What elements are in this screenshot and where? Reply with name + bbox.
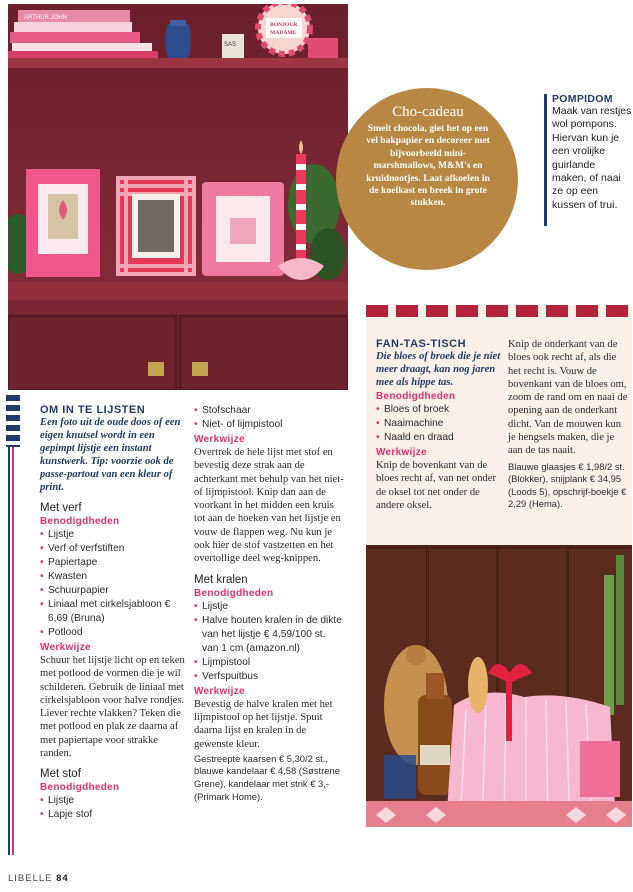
kralen-credits: Gestreepte kaarsen € 5,30/2 st., blauwe kandelaar € 4,58 (Søstrene Grene), kandelaar met strik € 3,- (Primark Home).: [194, 752, 340, 802]
lijsten-col-1: [40, 404, 186, 822]
decor-stripe: [12, 395, 14, 855]
kralen-title: Met kralen: [194, 573, 248, 586]
fantastisch-werkwijze-2: Knip de onderkant van de bloes ook recht af, als die het recht is. Vouw de bovenkant van de bloes om, zoom de rand om en naai de opening aan de onderkant dicht. Van de mouwen kun je hengsels maken, die je aan de tas naait.: [508, 339, 628, 457]
stof-title: Met stof: [40, 768, 81, 781]
list-item: • Potlood: [40, 626, 186, 640]
list-item: • Bloes of broek: [376, 403, 502, 417]
book-spine-text: ARTHUR JOHN: [24, 15, 67, 21]
pompidom-block: [552, 93, 632, 212]
list-item: • Naald en draad: [376, 431, 502, 445]
page-number: 84: [56, 873, 69, 884]
sas-label: SAS: [224, 42, 237, 48]
bonjour-text: BONJOUR: [270, 22, 298, 28]
fantastisch-left: [376, 338, 502, 512]
list-item: • Lijstje: [40, 528, 186, 542]
list-item: • Lijmpistool: [194, 656, 344, 670]
list-item: • Lijstje: [40, 794, 186, 808]
pompidom-bar: [544, 94, 547, 226]
stof-werkwijze: Overtrek de hele lijst met stof en bevestig deze strak aan de achterkant met behulp van het niet- of lijmpistool. Knip dan aan de voorkant in het midden een kruis tot aan de hoeken van het lijstje en vouw de flappen weg. Nu kun je ook hier de stof vastzetten en het overtollige deel weg-knippen.: [194, 447, 344, 565]
stof-list-part-2: [194, 404, 344, 432]
verf-benodigd-label: Benodigdheden: [40, 516, 120, 527]
list-item: • Niet- of lijmpistool: [194, 418, 344, 432]
lijsten-title: OM IN TE LIJSTEN: [40, 404, 146, 416]
choco-title: Cho-cadeau: [392, 104, 464, 120]
shelf-illustration: [8, 4, 348, 390]
list-item: • Papiertape: [40, 556, 186, 570]
fantastisch-right: [508, 338, 628, 511]
fantastisch-werk-label: Werkwijze: [376, 447, 427, 458]
kralen-werk-label: Werkwijze: [194, 685, 245, 697]
list-item: • Verfspuitbus: [194, 670, 344, 684]
fantastisch-stripe: [366, 305, 632, 317]
fantastisch-intro: Die bloes of broek die je niet meer draagt, kan nog jaren mee als hippe tas.: [376, 351, 501, 388]
fantastisch-credits: Blauwe glaasjes € 1,98/2 st. (Blokker), snijplank € 34,95 (Loods 5), opschrijf-boekje € 2,29 (Hema).: [508, 460, 627, 510]
stof-benodigd-label: Benodigdheden: [40, 782, 120, 794]
fantastisch-title: FAN-TAS-TISCH: [376, 338, 467, 350]
madame-text: MADAME: [270, 30, 297, 36]
verf-title: Met verf: [40, 502, 82, 514]
lijsten-intro: Een foto uit de oude doos of een eigen knutsel wordt in een gepimpt lijstje een instant kunstwerk. Tip: voorzie ook de passe-partout van een kleur of print.: [40, 417, 181, 493]
decor-stripe-block: [6, 395, 20, 447]
bag-illustration: [366, 545, 632, 827]
stof-werk-label: Werkwijze: [194, 434, 245, 445]
list-item: • Naaimachine: [376, 417, 502, 431]
list-item: • Stofschaar: [194, 404, 344, 418]
stof-list-part-1: [40, 794, 186, 822]
list-item: • Lijstje: [194, 600, 344, 614]
verf-werk-label: Werkwijze: [40, 642, 91, 653]
fantastisch-list: [376, 403, 502, 445]
decor-stripe: [8, 395, 10, 855]
pompidom-text: Maak van restjes wol pompons. Hiervan kun je een vrolijke guirlande maken, of naai ze op een kussen of trui.: [552, 105, 632, 211]
list-item: • Liniaal met cirkelsjabloon € 6,69 (Bruna): [40, 598, 186, 626]
shelf-photo: [8, 4, 348, 390]
list-item: • Verf of verfstiften: [40, 542, 186, 556]
list-item: • Kwasten: [40, 570, 186, 584]
list-item: • Lapje stof: [40, 808, 186, 822]
pompidom-title: POMPIDOM: [552, 93, 613, 105]
list-item: • Schuurpapier: [40, 584, 186, 598]
choco-block: [366, 104, 490, 210]
kralen-benodigd-label: Benodigdheden: [194, 587, 274, 599]
kralen-list: [194, 600, 344, 684]
verf-werkwijze: Schuur het lijstje licht op en teken met potlood de vormen die je wil schilderen. Gebruik de liniaal met cirkelsjabloon voor halve rondjes. Liever rechte vlakken? Teken die met potlood en plak ze daarna af met papiertape voor strakke randen.: [40, 655, 185, 760]
page-footer: [8, 873, 69, 884]
fantastisch-benodigd-label: Benodigdheden: [376, 391, 456, 402]
list-item: • Halve houten kralen in de dikte van het lijstje € 4,59/100 st. van 1 cm (amazon.nl): [194, 614, 344, 656]
bag-photo: [366, 545, 632, 827]
magazine-name: LIBELLE: [8, 873, 53, 884]
kralen-werkwijze: Bevestig de halve kralen met het lijmpistool op het lijstje. Spuit daarna lijst en kralen in de gewenste kleur.: [194, 698, 333, 750]
fantastisch-werkwijze-1: Knip de bovenkant van de bloes recht af, van net onder de oksel tot net onder de andere oksel.: [376, 460, 497, 511]
choco-text: Smelt chocola, giet het op een vel bakpapier en decoreer met bijvoorbeeld mini-marshmallows, M&M's en kruidnootjes. Laat afkoelen in de koelkast en breek in grote stukken.: [366, 123, 490, 209]
lijsten-col-2: [194, 404, 344, 803]
verf-list: [40, 528, 186, 640]
